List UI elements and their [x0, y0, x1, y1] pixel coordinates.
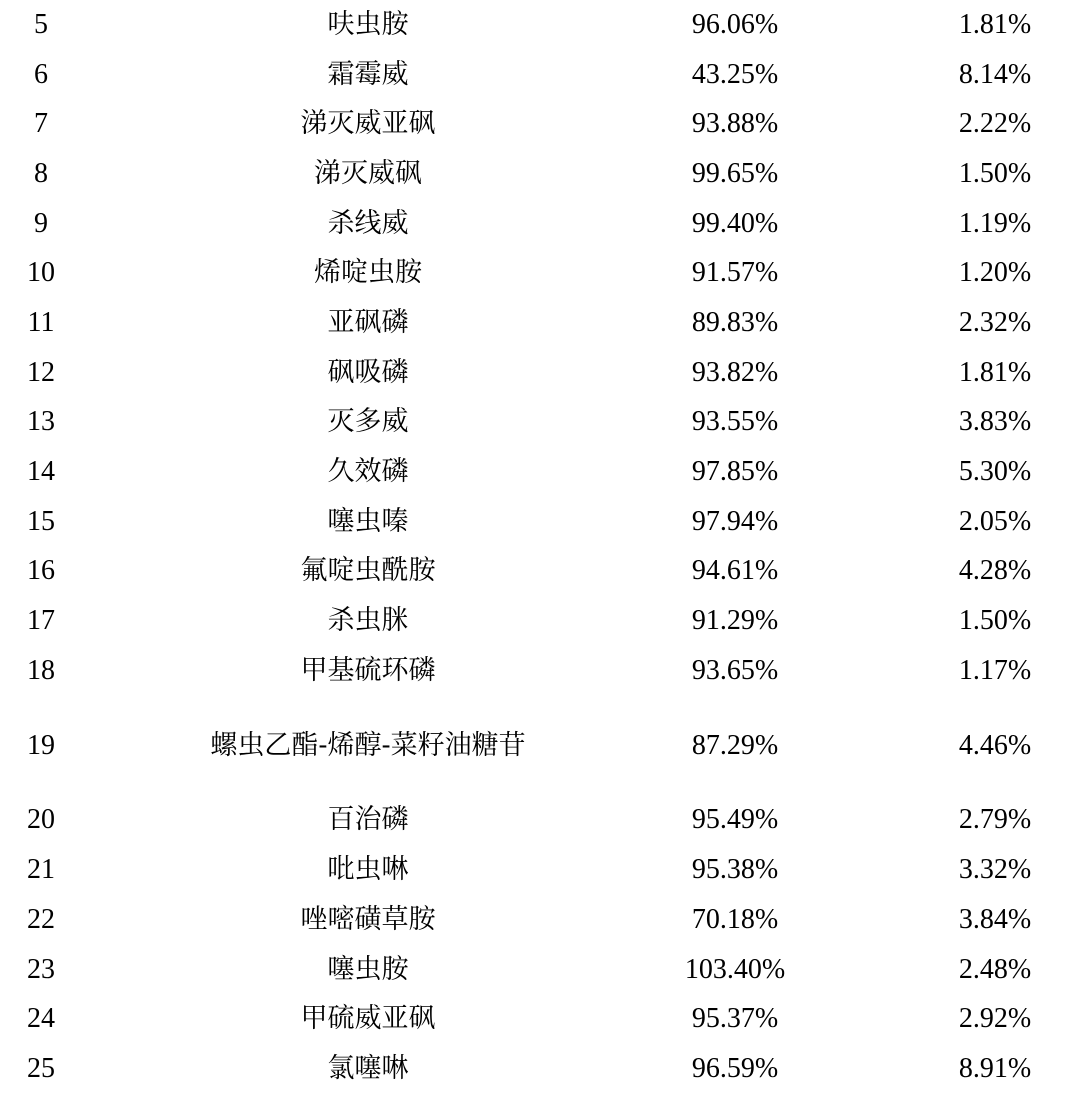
- row-number: 7: [34, 108, 48, 140]
- row-number: 14: [27, 456, 55, 488]
- row-number: 22: [27, 903, 55, 935]
- row-number: 11: [27, 306, 55, 338]
- rsd-value: 1.19%: [958, 207, 1032, 239]
- table-row: [0, 1044, 1080, 1094]
- recovery-value: 96.59%: [691, 1052, 779, 1084]
- compound-name: 螺虫乙酯-烯醇-菜籽油糖苷: [210, 729, 526, 761]
- row-number: 19: [27, 729, 55, 761]
- row-number: 8: [34, 157, 48, 189]
- table-row: [0, 50, 1080, 100]
- rsd-value: 3.32%: [958, 854, 1032, 886]
- compound-name: 噻虫嗪: [327, 505, 409, 537]
- table-row: [0, 895, 1080, 945]
- recovery-value: 103.40%: [684, 953, 786, 985]
- rsd-value: 1.50%: [958, 157, 1032, 189]
- recovery-value: 97.94%: [691, 505, 779, 537]
- row-number: 9: [34, 207, 48, 239]
- table-row: [0, 547, 1080, 597]
- rsd-value: 1.81%: [958, 356, 1032, 388]
- table-row: [0, 348, 1080, 398]
- compound-name: 霜霉威: [327, 58, 409, 90]
- table-row: [0, 696, 1080, 796]
- compound-name: 百治磷: [327, 804, 409, 836]
- table-row: [0, 596, 1080, 646]
- compound-name: 杀虫脒: [327, 605, 409, 637]
- table-row: [0, 0, 1080, 50]
- rsd-value: 5.30%: [958, 456, 1032, 488]
- recovery-value: 96.06%: [691, 8, 779, 40]
- recovery-value: 43.25%: [691, 58, 779, 90]
- compound-name: 久效磷: [327, 456, 409, 488]
- rsd-value: 8.91%: [958, 1052, 1032, 1084]
- compound-name: 杀线威: [327, 207, 409, 239]
- compound-name: 氯噻啉: [327, 1052, 409, 1084]
- row-number: 10: [27, 257, 55, 289]
- compound-name: 甲硫威亚砜: [300, 1003, 436, 1035]
- compound-name: 灭多威: [327, 406, 409, 438]
- compound-name: 吡虫啉: [327, 854, 409, 886]
- table-row: [0, 298, 1080, 348]
- recovery-value: 99.40%: [691, 207, 779, 239]
- table-row: [0, 398, 1080, 448]
- compound-name: 亚砜磷: [327, 306, 409, 338]
- table-row: [0, 845, 1080, 895]
- compound-name: 烯啶虫胺: [314, 257, 422, 289]
- compound-name: 噻虫胺: [327, 953, 409, 985]
- rsd-value: 8.14%: [958, 58, 1032, 90]
- row-number: 20: [27, 804, 55, 836]
- table-row: [0, 149, 1080, 199]
- row-number: 18: [27, 654, 55, 686]
- table-row: [0, 796, 1080, 846]
- compound-name: 涕灭威砜: [314, 157, 422, 189]
- compound-name: 唑嘧磺草胺: [300, 903, 436, 935]
- row-number: 24: [27, 1003, 55, 1035]
- row-number: 17: [27, 605, 55, 637]
- recovery-value: 95.49%: [691, 804, 779, 836]
- rsd-value: 1.17%: [958, 654, 1032, 686]
- table-row: [0, 646, 1080, 696]
- row-number: 5: [34, 8, 48, 40]
- row-number: 25: [27, 1052, 55, 1084]
- table-row: [0, 994, 1080, 1044]
- compound-name: 甲基硫环磷: [300, 654, 436, 686]
- row-number: 23: [27, 953, 55, 985]
- recovery-value: 93.88%: [691, 108, 779, 140]
- rsd-value: 3.83%: [958, 406, 1032, 438]
- recovery-value: 95.37%: [691, 1003, 779, 1035]
- rsd-value: 2.79%: [958, 804, 1032, 836]
- row-number: 13: [27, 406, 55, 438]
- row-number: 21: [27, 854, 55, 886]
- recovery-value: 93.82%: [691, 356, 779, 388]
- recovery-value: 89.83%: [691, 306, 779, 338]
- recovery-value: 70.18%: [691, 903, 779, 935]
- table-row: [0, 945, 1080, 995]
- recovery-value: 97.85%: [691, 456, 779, 488]
- compound-name: 涕灭威亚砜: [300, 108, 436, 140]
- recovery-value: 93.55%: [691, 406, 779, 438]
- recovery-value: 91.57%: [691, 257, 779, 289]
- row-number: 6: [34, 58, 48, 90]
- recovery-value: 99.65%: [691, 157, 779, 189]
- table-row: [0, 199, 1080, 249]
- row-number: 15: [27, 505, 55, 537]
- recovery-value: 87.29%: [691, 729, 779, 761]
- table-row: [0, 447, 1080, 497]
- rsd-value: 4.28%: [958, 555, 1032, 587]
- recovery-value: 94.61%: [691, 555, 779, 587]
- table-row: [0, 248, 1080, 298]
- recovery-value: 93.65%: [691, 654, 779, 686]
- rsd-value: 2.92%: [958, 1003, 1032, 1035]
- compound-name: 氟啶虫酰胺: [300, 555, 436, 587]
- rsd-value: 2.05%: [958, 505, 1032, 537]
- rsd-value: 1.81%: [958, 8, 1032, 40]
- table-row: [0, 497, 1080, 547]
- rsd-value: 2.22%: [958, 108, 1032, 140]
- recovery-value: 91.29%: [691, 605, 779, 637]
- row-number: 16: [27, 555, 55, 587]
- compound-name: 砜吸磷: [327, 356, 409, 388]
- rsd-value: 2.48%: [958, 953, 1032, 985]
- recovery-value: 95.38%: [691, 854, 779, 886]
- rsd-value: 3.84%: [958, 903, 1032, 935]
- table-row: [0, 99, 1080, 149]
- rsd-value: 2.32%: [958, 306, 1032, 338]
- rsd-value: 1.20%: [958, 257, 1032, 289]
- compound-name: 呋虫胺: [327, 8, 409, 40]
- row-number: 12: [27, 356, 55, 388]
- rsd-value: 4.46%: [958, 729, 1032, 761]
- rsd-value: 1.50%: [958, 605, 1032, 637]
